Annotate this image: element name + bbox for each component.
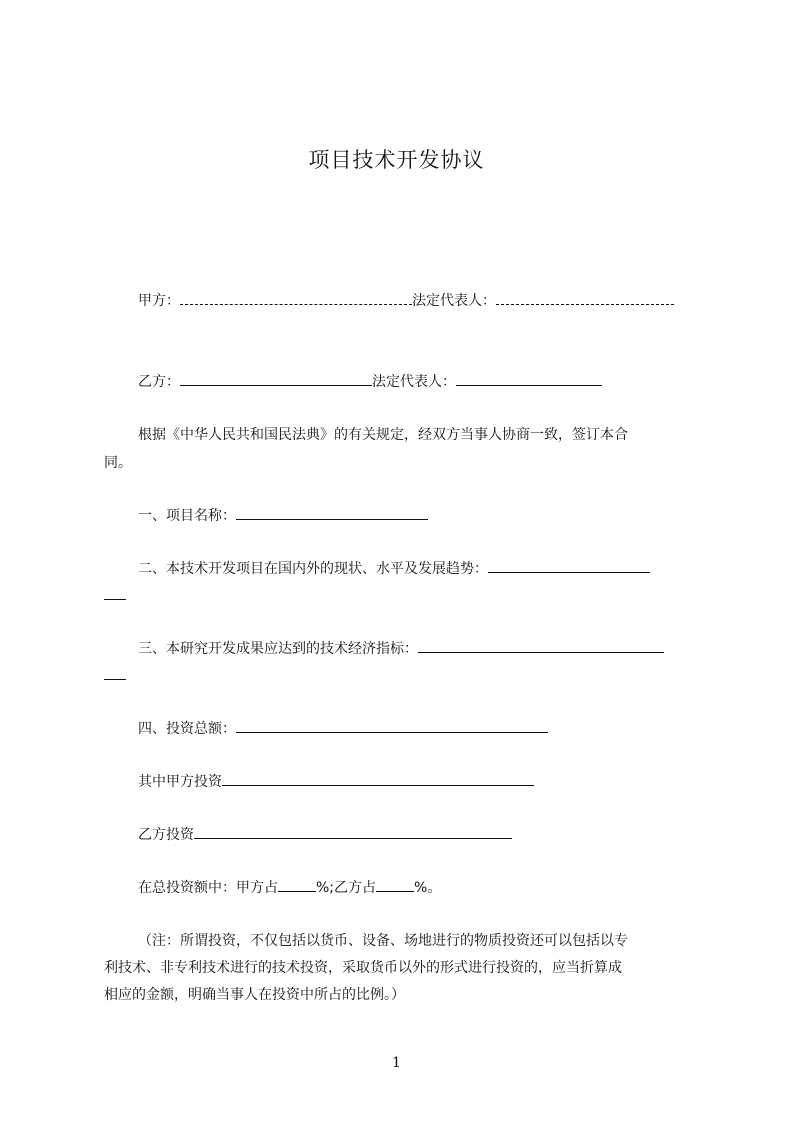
item-3-line [138,638,664,659]
party-b-investment-field[interactable] [194,824,512,839]
party-b-investment-label: 乙方投资 [138,827,194,843]
indicator-field-cont[interactable] [104,665,126,680]
party-a-rep-field[interactable] [496,290,674,305]
status-field-cont[interactable] [104,585,126,600]
party-a-rep-label: 法定代表人： [412,293,496,309]
item-3-label: 三、本研究开发成果应达到的技术经济指标： [138,641,418,657]
item-2-continuation [104,585,126,606]
item-4-line [138,718,548,739]
page-number: 1 [392,1055,401,1071]
item-1-line [138,505,428,526]
item-3-continuation [104,665,126,686]
party-b-label: 乙方： [138,374,180,390]
party-b-line [138,371,602,392]
note-line-1: （注：所谓投资，不仅包括以货币、设备、场地进行的物质投资还可以包括以专 [138,933,628,949]
party-a-investment-line [138,771,534,792]
note-line-3: 相应的金额，明确当事人在投资中所占的比例。） [104,987,405,1003]
party-b-ratio-field[interactable] [376,877,414,892]
party-a-label: 甲方： [138,293,180,309]
item-1-label: 一、项目名称： [138,508,236,524]
ratio-suffix: %。 [414,880,442,896]
party-a-investment-field[interactable] [222,771,534,786]
item-2-line [138,558,650,579]
note-line-2: 利技术、非专利技术进行的技术投资，采取货币以外的形式进行投资的，应当折算成 [104,960,622,976]
total-investment-field[interactable] [236,718,548,733]
indicator-field[interactable] [418,638,664,653]
ratio-mid: %;乙方占 [316,880,377,896]
project-name-field[interactable] [236,505,428,520]
ratio-prefix: 在总投资额中：甲方占 [138,880,278,896]
ratio-line [138,877,441,898]
item-4-label: 四、投资总额： [138,721,236,737]
party-b-name-field[interactable] [180,371,372,386]
document-title: 项目技术开发协议 [308,148,485,172]
party-a-ratio-field[interactable] [278,877,316,892]
party-a-investment-label: 其中甲方投资 [138,774,222,790]
intro-line-2: 同。 [104,455,132,471]
party-a-name-field[interactable] [180,290,412,305]
party-a-line [138,290,674,311]
party-b-investment-line [138,824,512,845]
item-2-label: 二、本技术开发项目在国内外的现状、水平及发展趋势： [138,561,488,577]
party-b-rep-field[interactable] [456,371,602,386]
status-field[interactable] [488,558,650,573]
intro-line-1: 根据《中华人民共和国民法典》的有关规定，经双方当事人协商一致，签订本合 [138,427,628,443]
party-b-rep-label: 法定代表人： [372,374,456,390]
